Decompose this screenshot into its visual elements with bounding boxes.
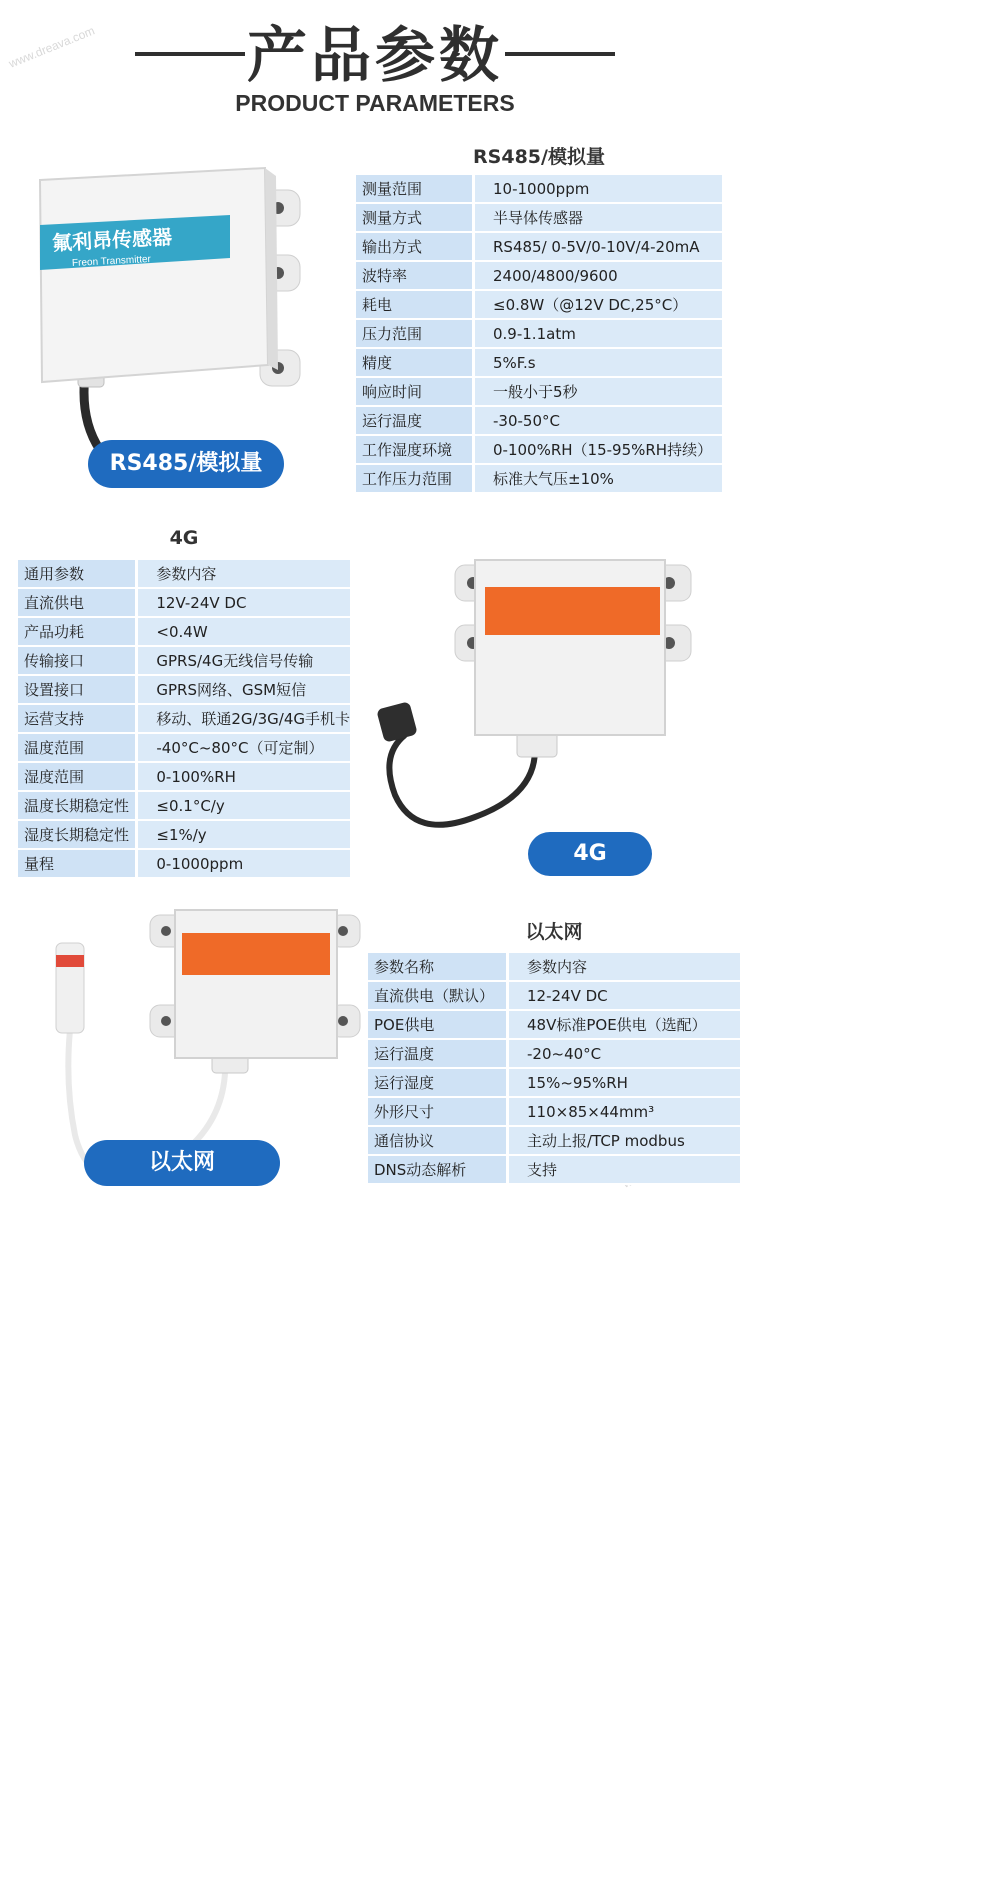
param-value: 110×85×44mm³ [506, 1098, 740, 1127]
param-name: 传输接口 [18, 647, 135, 676]
table-row [356, 262, 722, 291]
watermark: www.dreava.com [6, 23, 97, 71]
ethernet-badge: 以太网 [84, 1140, 280, 1186]
param-name: 通用参数 [18, 560, 135, 589]
rs485-device-label-en: Freon Transmitter [71, 253, 152, 270]
param-value: 一般小于5秒 [472, 378, 722, 407]
g4-device-tag: 网络型 [865, 1150, 875, 1186]
table-row [356, 407, 722, 436]
param-value: 2400/4800/9600 [472, 262, 722, 291]
param-name: 测量范围 [356, 175, 472, 204]
rs485-section-title: RS485/模拟量 [473, 146, 605, 168]
param-value: 10-1000ppm [472, 175, 722, 204]
param-name: 工作湿度环境 [356, 436, 472, 465]
table-row [356, 233, 722, 262]
param-value: -20~40°C [506, 1040, 740, 1069]
param-value: 0-100%RH（15-95%RH持续） [472, 436, 722, 465]
param-value: ≤0.8W（@12V DC,25°C） [472, 291, 722, 320]
table-row [356, 378, 722, 407]
param-name: 温度范围 [18, 734, 135, 763]
table-row [18, 618, 350, 647]
param-value: 参数内容 [135, 560, 350, 589]
table-row [368, 953, 740, 982]
table-row [18, 705, 350, 734]
table-row [18, 560, 350, 589]
table-row [18, 647, 350, 676]
param-name: 湿度长期稳定性 [18, 821, 135, 850]
rs485-badge: RS485/模拟量 [88, 440, 284, 488]
param-value: RS485/ 0-5V/0-10V/4-20mA [472, 233, 722, 262]
param-value: 参数内容 [506, 953, 740, 982]
g4-device-illustration [375, 555, 695, 855]
param-value: ≤1%/y [135, 821, 350, 850]
param-name: 运营支持 [18, 705, 135, 734]
param-name: 温度长期稳定性 [18, 792, 135, 821]
param-value: 15%~95%RH [506, 1069, 740, 1098]
page-subtitle: PRODUCT PARAMETERS [235, 90, 515, 116]
param-name: 参数名称 [368, 953, 506, 982]
param-value: 主动上报/TCP modbus [506, 1127, 740, 1156]
table-row [356, 465, 722, 494]
param-name: 通信协议 [368, 1127, 506, 1156]
ethernet-spec-table [368, 953, 740, 1185]
param-name: 精度 [356, 349, 472, 378]
page-title: 产品参数 [247, 21, 503, 91]
param-value: <0.4W [135, 618, 350, 647]
table-row [356, 204, 722, 233]
table-row [356, 349, 722, 378]
param-name: 直流供电 [18, 589, 135, 618]
param-value: GPRS/4G无线信号传输 [135, 647, 350, 676]
param-name: 运行湿度 [368, 1069, 506, 1098]
param-name: 设置接口 [18, 676, 135, 705]
g4-device-label-en: Freon Transmitter [960, 1147, 1000, 1165]
table-row [356, 175, 722, 204]
table-row [368, 982, 740, 1011]
table-row [368, 1098, 740, 1127]
g4-badge: 4G [528, 832, 652, 876]
ethernet-section-title: 以太网 [525, 921, 583, 943]
param-name: DNS动态解析 [368, 1156, 506, 1185]
ethernet-device-tag: 网络型 [225, 1843, 249, 1852]
param-value: 12-24V DC [506, 982, 740, 1011]
param-name: 测量方式 [356, 204, 472, 233]
param-value: 移动、联通2G/3G/4G手机卡 [135, 705, 350, 734]
param-name: 外形尺寸 [368, 1098, 506, 1127]
param-value: -40°C~80°C（可定制） [135, 734, 350, 763]
param-name: 工作压力范围 [356, 465, 472, 494]
param-name: 运行温度 [356, 407, 472, 436]
table-row [356, 291, 722, 320]
param-name: 压力范围 [356, 320, 472, 349]
title-rule-right [505, 52, 615, 56]
param-value: 0.9-1.1atm [472, 320, 722, 349]
param-name: 直流供电（默认） [368, 982, 506, 1011]
table-row [18, 850, 350, 879]
param-value: 0-100%RH [135, 763, 350, 792]
table-row [18, 821, 350, 850]
table-row [356, 436, 722, 465]
g4-spec-table [18, 560, 350, 879]
rs485-device-illustration [30, 160, 310, 460]
param-name: 波特率 [356, 262, 472, 291]
param-name: 运行温度 [368, 1040, 506, 1069]
ethernet-device-label-cn: 氟利昂传感器 [268, 1858, 349, 1900]
param-value: 半导体传感器 [472, 204, 722, 233]
rs485-spec-table [356, 175, 722, 494]
g4-section-title: 4G [169, 527, 199, 549]
param-value: 标准大气压±10% [472, 465, 722, 494]
g4-device-label-cn: 氟利昂传感器 [915, 1166, 933, 1317]
table-row [18, 792, 350, 821]
param-value: 5%F.s [472, 349, 722, 378]
ethernet-device-label-en: Feon Transmitter [308, 1842, 344, 1856]
table-row [368, 1127, 740, 1156]
param-name: POE供电 [368, 1011, 506, 1040]
table-row [368, 1156, 740, 1185]
param-name: 产品功耗 [18, 618, 135, 647]
table-row [18, 589, 350, 618]
param-value: 48V标准POE供电（选配） [506, 1011, 740, 1040]
param-value: GPRS网络、GSM短信 [135, 676, 350, 705]
param-value: -30-50°C [472, 407, 722, 436]
param-name: 输出方式 [356, 233, 472, 262]
param-value: 0-1000ppm [135, 850, 350, 879]
param-name: 响应时间 [356, 378, 472, 407]
table-row [356, 320, 722, 349]
table-row [368, 1011, 740, 1040]
param-name: 量程 [18, 850, 135, 879]
param-name: 湿度范围 [18, 763, 135, 792]
param-value: ≤0.1°C/y [135, 792, 350, 821]
param-name: 耗电 [356, 291, 472, 320]
table-row [368, 1069, 740, 1098]
param-value: 支持 [506, 1156, 740, 1185]
rs485-device-label-cn: 氟利昂传感器 [51, 224, 173, 256]
table-row [368, 1040, 740, 1069]
table-row [18, 676, 350, 705]
table-row [18, 763, 350, 792]
param-value: 12V-24V DC [135, 589, 350, 618]
rs485-device-image [30, 160, 310, 460]
table-row [18, 734, 350, 763]
page-header [0, 0, 750, 125]
